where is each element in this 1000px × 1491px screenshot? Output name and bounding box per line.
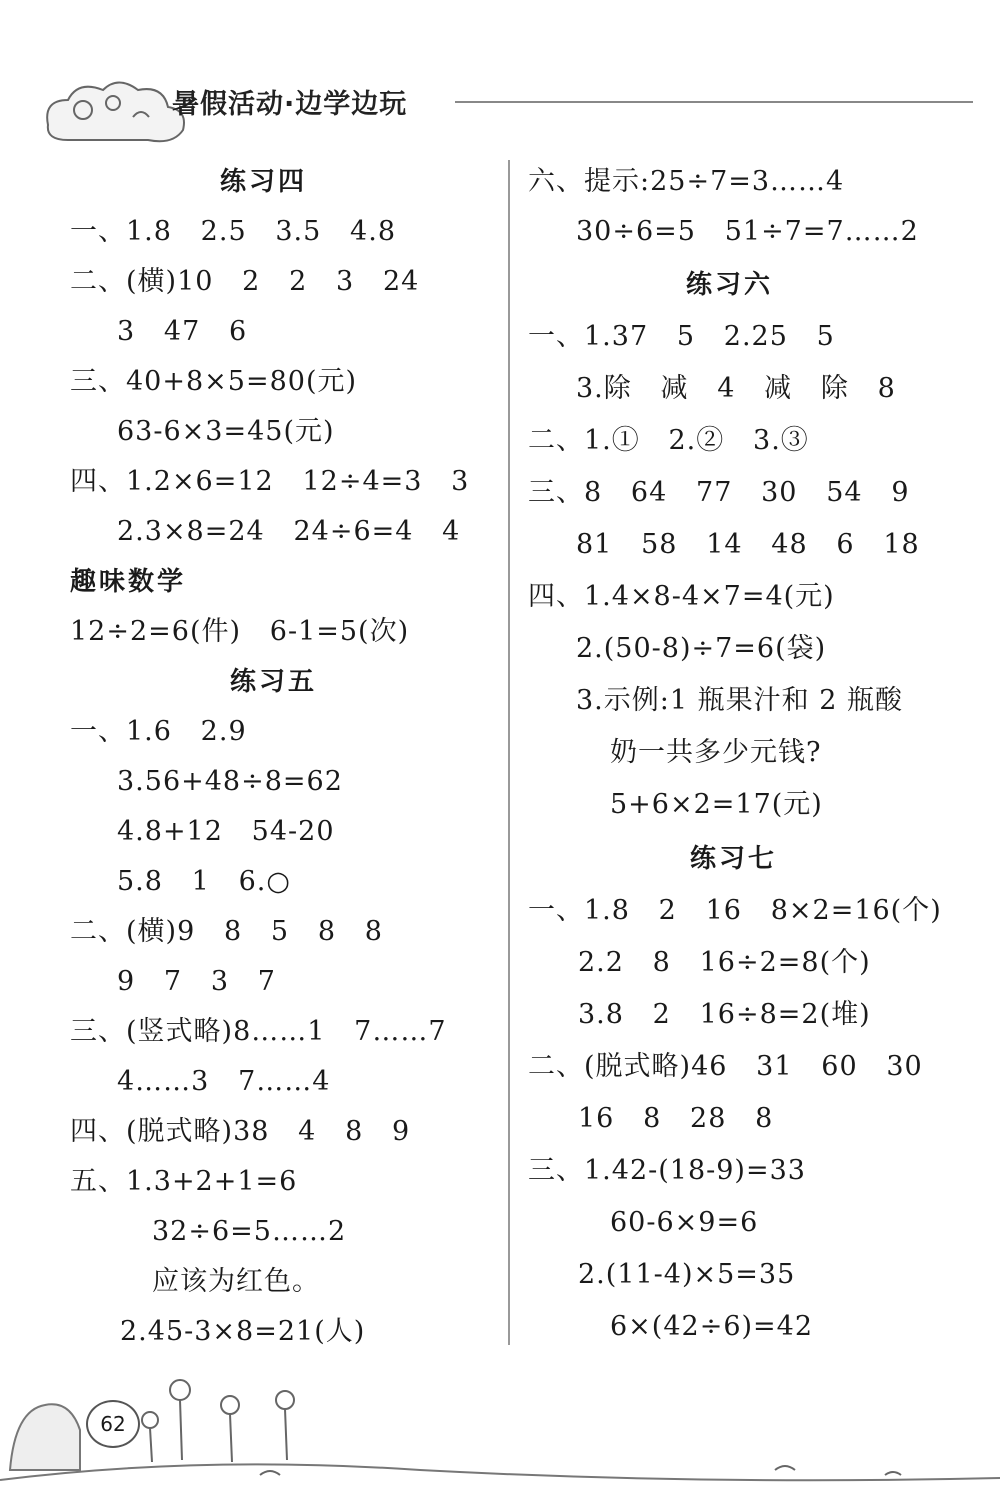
answer-line: 一、1.8 2 16 8×2=16(个) xyxy=(528,895,942,926)
answer-line: 3.除 减 4 减 除 8 xyxy=(576,373,896,404)
answer-line: 5+6×2=17(元) xyxy=(610,789,823,820)
answer-line: 一、1.6 2.9 xyxy=(70,716,247,747)
section-heading: 趣味数学 xyxy=(70,567,187,597)
answer-line: 6×(42÷6)=42 xyxy=(610,1311,814,1342)
answer-line: 16 8 28 8 xyxy=(578,1103,774,1134)
answer-line: 9 7 3 7 xyxy=(117,966,276,997)
answer-line: 2.(50-8)÷7=6(袋) xyxy=(576,633,827,664)
section-heading: 练习六 xyxy=(686,270,774,300)
answer-line: 3.56+48÷8=62 xyxy=(117,766,343,797)
answer-line: 3.8 2 16÷8=2(堆) xyxy=(578,999,871,1030)
column-divider xyxy=(508,160,510,1345)
answer-line: 30÷6=5 51÷7=7……2 xyxy=(576,216,919,247)
answer-line: 2.45-3×8=21(人) xyxy=(120,1316,366,1347)
page-header xyxy=(0,0,1000,150)
answer-line: 3 47 6 xyxy=(117,316,248,347)
answer-line: 二、1.① 2.② 3.③ xyxy=(528,425,809,456)
section-heading: 练习四 xyxy=(220,167,308,197)
answer-line: 32÷6=5……2 xyxy=(152,1216,347,1247)
section-heading: 练习五 xyxy=(230,667,318,697)
answer-line: 二、(脱式略)46 31 60 30 xyxy=(528,1051,923,1082)
answer-line: 三、40+8×5=80(元) xyxy=(70,366,358,397)
page-footer xyxy=(0,1350,1000,1491)
answer-line: 四、1.2×6=12 12÷4=3 3 xyxy=(70,466,470,497)
page-number: 62 xyxy=(86,1400,140,1448)
answer-line: 应该为红色。 xyxy=(152,1266,320,1297)
answer-line: 60-6×9=6 xyxy=(610,1207,759,1238)
answer-line: 81 58 14 48 6 18 xyxy=(576,529,920,560)
answer-line: 2.(11-4)×5=35 xyxy=(578,1259,796,1290)
answer-line: 三、1.42-(18-9)=33 xyxy=(528,1155,806,1186)
answer-line: 二、(横)9 8 5 8 8 xyxy=(70,916,383,947)
answer-line: 3.示例:1 瓶果汁和 2 瓶酸 xyxy=(576,685,903,716)
header-title: 暑假活动·边学边玩 xyxy=(172,89,408,120)
section-heading: 练习七 xyxy=(690,844,778,874)
flower-meadow-icon xyxy=(0,1350,1000,1491)
answer-line: 一、1.37 5 2.25 5 xyxy=(528,321,835,352)
answer-line: 63-6×3=45(元) xyxy=(117,416,335,447)
answer-line: 六、提示:25÷7=3……4 xyxy=(528,166,845,197)
answer-line: 12÷2=6(件) 6-1=5(次) xyxy=(70,616,410,647)
answer-line: 4……3 7……4 xyxy=(117,1066,331,1097)
answer-line: 5.8 1 6.○ xyxy=(117,866,291,897)
answer-line: 四、1.4×8-4×7=4(元) xyxy=(528,581,835,612)
answer-line: 一、1.8 2.5 3.5 4.8 xyxy=(70,216,396,247)
header-rule xyxy=(455,101,973,103)
answer-line: 四、(脱式略)38 4 8 9 xyxy=(70,1116,411,1147)
answer-line: 五、1.3+2+1=6 xyxy=(70,1166,298,1197)
answer-line: 2.2 8 16÷2=8(个) xyxy=(578,947,871,978)
answer-line: 二、(横)10 2 2 3 24 xyxy=(70,266,420,297)
answer-line: 三、(竖式略)8……1 7……7 xyxy=(70,1016,447,1047)
answer-line: 三、8 64 77 30 54 9 xyxy=(528,477,910,508)
answer-line: 奶一共多少元钱? xyxy=(610,737,822,768)
answer-line: 4.8+12 54-20 xyxy=(117,816,335,847)
answer-line: 2.3×8=24 24÷6=4 4 xyxy=(117,516,461,547)
